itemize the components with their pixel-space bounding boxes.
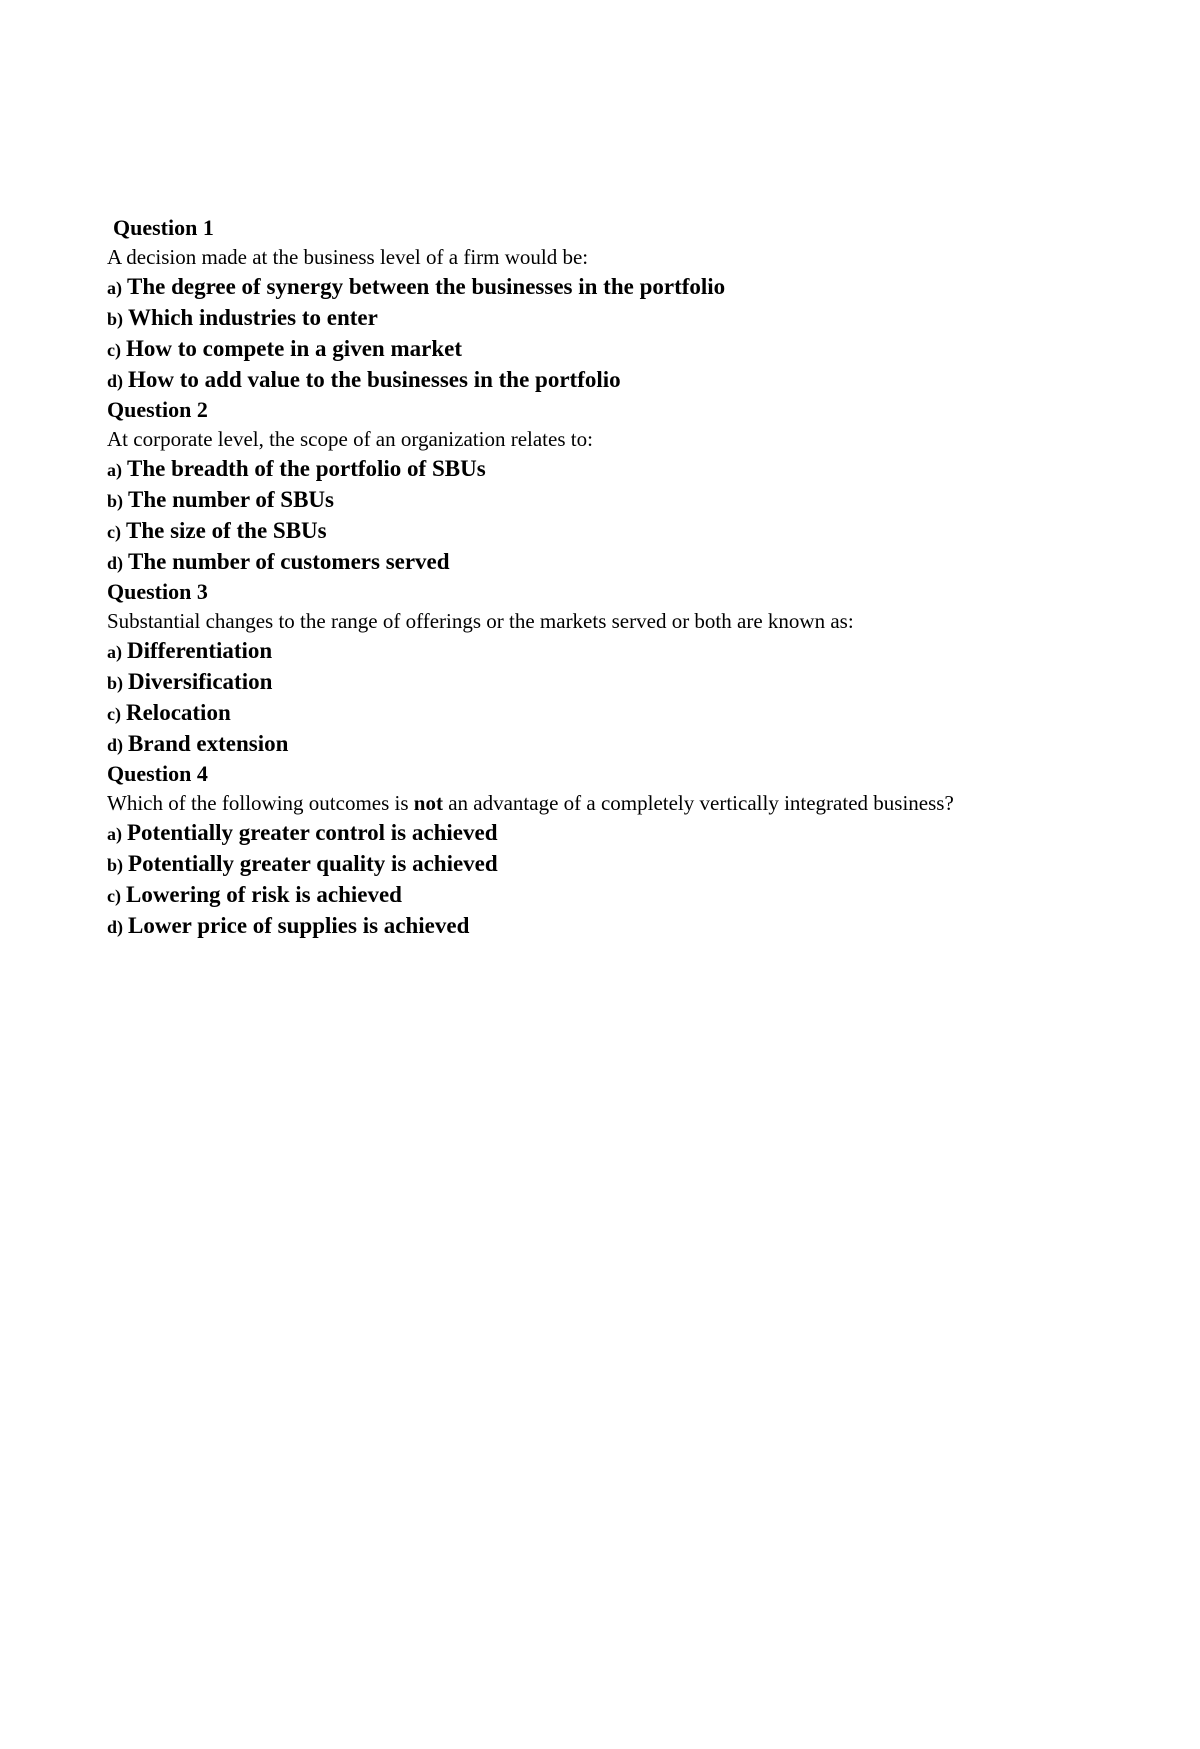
question-title: Question 1 — [113, 215, 214, 240]
option-text: Which industries to enter — [128, 305, 378, 330]
option-a — [107, 453, 1047, 484]
question-text-part: At corporate level, the scope of an organization relates to: — [107, 427, 593, 451]
option-letter: d) — [107, 735, 124, 755]
option-text: The breadth of the portfolio of SBUs — [127, 456, 486, 481]
option-b — [107, 666, 1047, 697]
option-a — [107, 817, 1047, 848]
question-title: Question 2 — [107, 397, 208, 422]
question-1 — [107, 213, 1047, 395]
question-text-part: Which of the following outcomes is — [107, 791, 414, 815]
option-d — [107, 364, 1047, 395]
option-a — [107, 635, 1047, 666]
question-text-part: an advantage of a completely vertically integrated business? — [442, 791, 954, 815]
option-letter: c) — [107, 704, 121, 724]
option-letter: a) — [107, 642, 122, 662]
option-b — [107, 848, 1047, 879]
option-text: Brand extension — [128, 731, 289, 756]
option-letter: d) — [107, 917, 124, 937]
option-text: How to compete in a given market — [125, 336, 462, 361]
question-text — [107, 607, 1047, 635]
option-text: Diversification — [128, 669, 273, 694]
option-c — [107, 333, 1047, 364]
option-text: How to add value to the businesses in the portfolio — [128, 367, 621, 392]
question-4 — [107, 759, 1047, 941]
question-text-part: Substantial changes to the range of offerings or the markets served or both are known as: — [107, 609, 854, 633]
option-letter: c) — [107, 340, 121, 360]
question-text — [107, 243, 1047, 271]
option-d — [107, 910, 1047, 941]
option-a — [107, 271, 1047, 302]
option-text: The number of customers served — [128, 549, 450, 574]
quiz-content — [107, 213, 1047, 941]
option-d — [107, 546, 1047, 577]
option-b — [107, 302, 1047, 333]
question-text-part: A decision made at the business level of a firm would be: — [107, 245, 589, 269]
option-text: The size of the SBUs — [125, 518, 327, 543]
option-text: Lowering of risk is achieved — [125, 882, 402, 907]
option-letter: c) — [107, 522, 121, 542]
option-text: Lower price of supplies is achieved — [128, 913, 470, 938]
option-letter: c) — [107, 886, 121, 906]
option-letter: b) — [107, 855, 124, 875]
question-3 — [107, 577, 1047, 759]
option-letter: d) — [107, 371, 124, 391]
option-c — [107, 515, 1047, 546]
option-letter: b) — [107, 673, 124, 693]
option-text: Potentially greater control is achieved — [127, 820, 498, 845]
question-title: Question 3 — [107, 579, 208, 604]
option-letter: b) — [107, 309, 124, 329]
question-2 — [107, 395, 1047, 577]
option-d — [107, 728, 1047, 759]
option-letter: a) — [107, 278, 122, 298]
option-b — [107, 484, 1047, 515]
option-c — [107, 879, 1047, 910]
option-text: Differentiation — [127, 638, 273, 663]
option-letter: a) — [107, 824, 122, 844]
option-letter: b) — [107, 491, 124, 511]
option-text: The degree of synergy between the businesses in the portfolio — [127, 274, 726, 299]
question-text-emphasis: not — [413, 791, 443, 815]
option-text: The number of SBUs — [128, 487, 334, 512]
question-text — [107, 789, 1047, 817]
question-text — [107, 425, 1047, 453]
option-letter: d) — [107, 553, 124, 573]
question-title: Question 4 — [107, 761, 208, 786]
option-text: Potentially greater quality is achieved — [128, 851, 498, 876]
option-c — [107, 697, 1047, 728]
option-text: Relocation — [125, 700, 231, 725]
option-letter: a) — [107, 460, 122, 480]
